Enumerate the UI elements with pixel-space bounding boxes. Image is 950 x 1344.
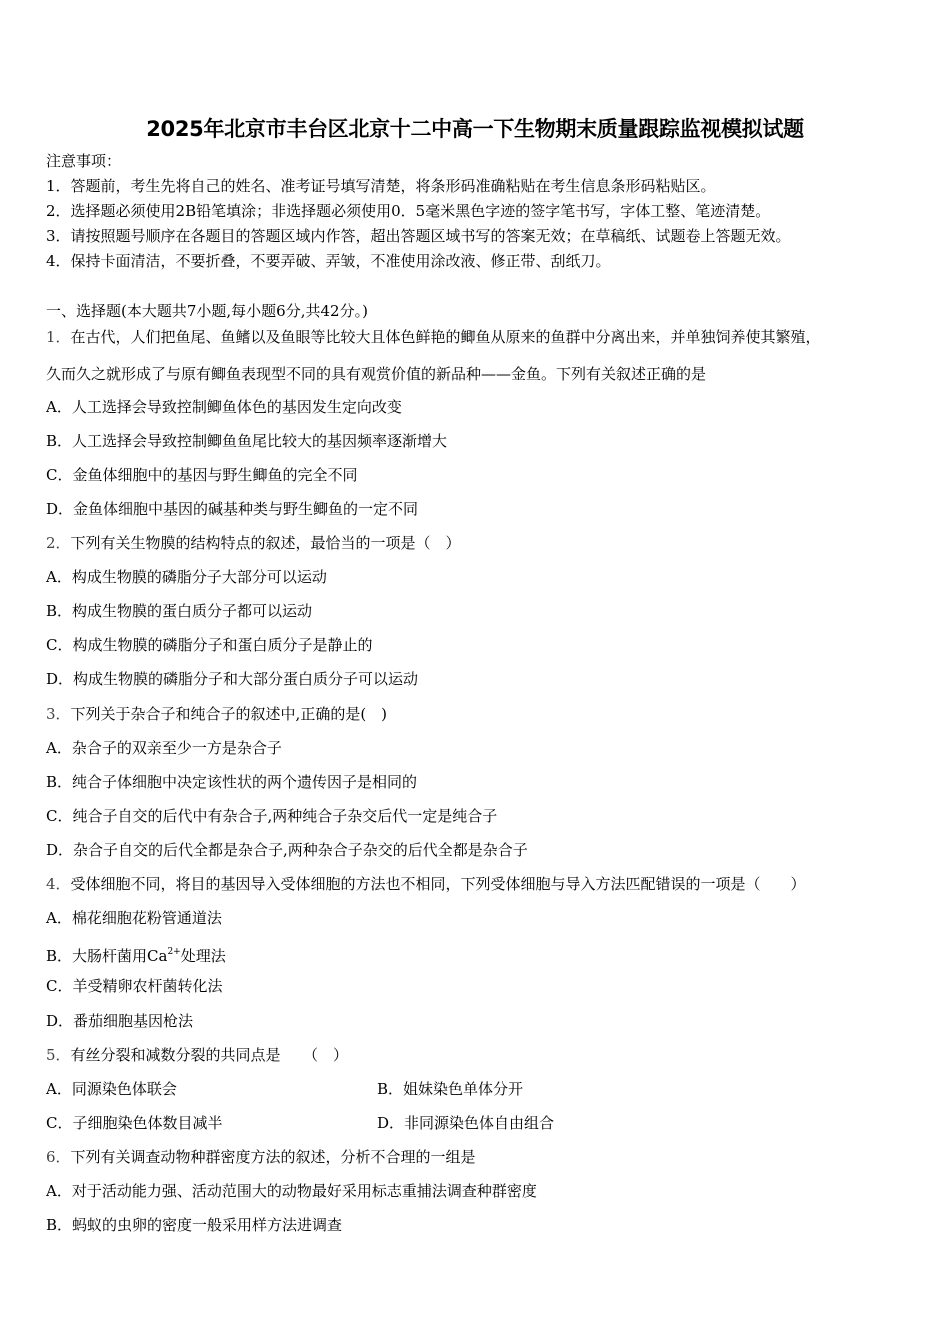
question-text: 下列关于杂合子和纯合子的叙述中,正确的是( ) [70, 705, 388, 723]
question-stem [46, 704, 387, 724]
question-text: 在古代，人们把鱼尾、鱼鳍以及鱼眼等比较大且体色鲜艳的鲫鱼从原来的鱼群中分离出来，并单独饲养使其繁殖， [70, 328, 821, 346]
question-text: 受体细胞不同，将目的基因导入受体细胞的方法也不相同，下列受体细胞与导入方法匹配错误的一项是（ ） [70, 875, 806, 893]
question-stem [46, 874, 806, 894]
option: A．构成生物膜的磷脂分子大部分可以运动 [46, 568, 327, 586]
question-number: 2． [46, 534, 71, 552]
option: D．非同源染色体自由组合 [377, 1114, 555, 1132]
option: C．子细胞染色体数目减半 [46, 1114, 223, 1132]
option: B．蚂蚁的虫卵的密度一般采用样方法进调查 [46, 1216, 343, 1234]
question-stem-continued: 久而久之就形成了与原有鲫鱼表现型不同的具有观赏价值的新品种——金鱼。下列有关叙述正确的是 [46, 365, 707, 383]
question-stem [46, 327, 821, 347]
question-stem [46, 533, 461, 553]
question-text: 下列有关调查动物种群密度方法的叙述，分析不合理的一组是 [70, 1148, 476, 1166]
option: D．杂合子自交的后代全都是杂合子,两种杂合子杂交的后代全都是杂合子 [46, 841, 528, 859]
option: A．杂合子的双亲至少一方是杂合子 [46, 739, 282, 757]
option: A．同源染色体联会 [46, 1080, 177, 1098]
question-number: 3． [46, 705, 71, 723]
notice-heading: 注意事项： [46, 152, 122, 170]
question-text: 有丝分裂和减数分裂的共同点是 （ ） [70, 1046, 349, 1064]
option-text: B．大肠杆菌用Ca [46, 947, 168, 965]
notice-item: 3．请按照题号顺序在各题目的答题区域内作答，超出答题区域书写的答案无效；在草稿纸、试题卷上答题无效。 [46, 227, 791, 245]
question-stem [46, 1147, 476, 1167]
question-number: 5． [46, 1046, 71, 1064]
option: A．人工选择会导致控制鲫鱼体色的基因发生定向改变 [46, 398, 402, 416]
question-number: 6． [46, 1148, 71, 1166]
option: C．金鱼体细胞中的基因与野生鲫鱼的完全不同 [46, 466, 358, 484]
question-number: 4． [46, 875, 71, 893]
question-text: 下列有关生物膜的结构特点的叙述，最恰当的一项是（ ） [70, 534, 461, 552]
option: C．构成生物膜的磷脂分子和蛋白质分子是静止的 [46, 636, 373, 654]
section-heading: 一、选择题(本大题共7小题,每小题6分,共42分。) [46, 302, 368, 320]
option: B．构成生物膜的蛋白质分子都可以运动 [46, 602, 313, 620]
option: C．羊受精卵农杆菌转化法 [46, 977, 223, 995]
question-stem [46, 1045, 348, 1065]
option: A．对于活动能力强、活动范围大的动物最好采用标志重捕法调查种群密度 [46, 1182, 537, 1200]
notice-item: 4．保持卡面清洁，不要折叠，不要弄破、弄皱，不准使用涂改液、修正带、刮纸刀。 [46, 252, 611, 270]
option-text-tail: 处理法 [180, 947, 226, 965]
option: B．姐妹染色单体分开 [377, 1080, 524, 1098]
page-title: 2025年北京市丰台区北京十二中高一下生物期末质量跟踪监视模拟试题 [146, 117, 804, 141]
option: B．人工选择会导致控制鲫鱼鱼尾比较大的基因频率逐渐增大 [46, 432, 448, 450]
superscript: 2+ [167, 947, 181, 957]
option: B．纯合子体细胞中决定该性状的两个遗传因子是相同的 [46, 773, 418, 791]
option: D．番茄细胞基因枪法 [46, 1012, 194, 1030]
question-number: 1． [46, 328, 71, 346]
option: D．金鱼体细胞中基因的碱基种类与野生鲫鱼的一定不同 [46, 500, 419, 518]
option: A．棉花细胞花粉管通道法 [46, 909, 222, 927]
notice-item: 1．答题前，考生先将自己的姓名、准考证号填写清楚，将条形码准确粘贴在考生信息条形码粘贴区。 [46, 177, 716, 195]
option: D．构成生物膜的磷脂分子和大部分蛋白质分子可以运动 [46, 670, 419, 688]
option: C．纯合子自交的后代中有杂合子,两种纯合子杂交后代一定是纯合子 [46, 807, 498, 825]
notice-item: 2．选择题必须使用2B铅笔填涂；非选择题必须使用0．5毫米黑色字迹的签字笔书写，字体工整、笔迹清楚。 [46, 202, 771, 220]
option [46, 942, 226, 966]
